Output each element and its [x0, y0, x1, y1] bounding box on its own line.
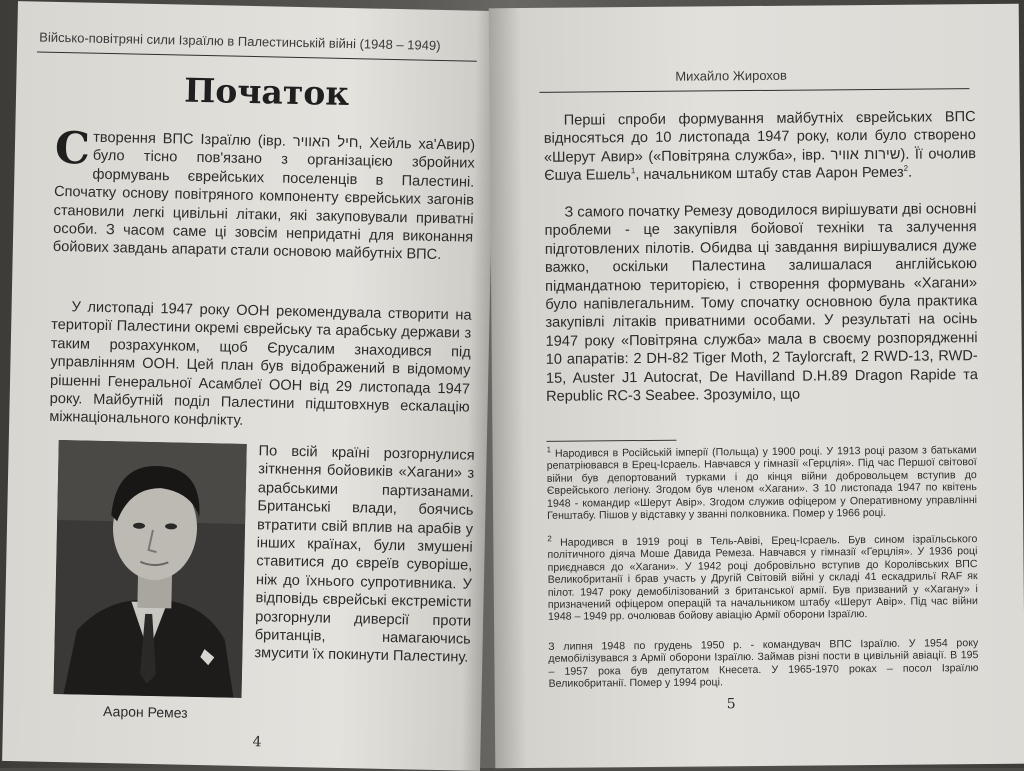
paragraph-un-plan: У листопаді 1947 року ООН рекомендувала створити на території Палестини окремі єврейську та арабську держави з таким розрахунком, щоб Єрусалим знаходився під управлінням ООН. Цей план був відображений в відомому рішенні Генеральної Асамблеї ООН від 29 листопада 1947 року. Майбутній поділ Палестини підштовхнув ескалацію міжнаціонального конфлікту.	[49, 299, 472, 430]
right-page	[489, 4, 1024, 769]
footnote-1-mark: 1	[546, 445, 552, 455]
drop-cap: С	[54, 122, 91, 175]
footnote-2-mark: 2	[547, 534, 552, 544]
footnote-1	[547, 444, 978, 522]
chapter-title: Початок	[183, 70, 350, 114]
portrait-illustration	[54, 440, 247, 698]
paragraph-intro	[52, 122, 476, 266]
portrait-photo	[54, 440, 247, 698]
footnote-2-continued: З липня 1948 по грудень 1950 р. - командувач ВПС Ізраїлю. У 1954 року демобілізувався з Армії оборони Ізраїлю. Займав різні пости в цивільній авіації. В 195 – 1957 рока був депутатом Кнесета. У 1965-1970 роках – посол Ізраїлю Великобританії. Помер у 1994 році.	[548, 637, 979, 691]
header-rule-right	[539, 88, 969, 93]
paragraph-first-attempts-part-b: , начальником штабу став Аарон Ремез	[635, 164, 904, 184]
left-page	[2, 1, 496, 771]
page-number-left: 4	[252, 734, 262, 751]
header-rule-left	[37, 51, 477, 61]
paragraph-clashes: По всій країні розгорнулися зіткнення бойовиків «Хагани» з арабськими партизанами. Британські влади, боячись втратити свій вплив на арабів у інших країнах, були змушені ставитися до євреїв суворіше, ніж до їхнього супротивника. У відповідь єврейські екстремісти розгорнули диверсії проти британців, намагаючись змусити їх покинути Палестину.	[254, 443, 475, 667]
page-number-right: 5	[726, 696, 736, 713]
footnote-1-text: Народився в Російській імперії (Польща) у 1900 році. У 1913 році разом з батьками репатріювався в Ерец-Ісраель. Навчався у гімназії «Герцлія». Під час Першої світової війни був депортований турками і до кінця війни добровольцем вступив до Єврейського легіону. Згодом був членом «Хагани». З 10 листопада 1947 по квітень 1948 - командир «Шерут Авір». Згодом служив офіцером у Оперативному управлінні Генштабу. Пішов у відставку у званні полковника. Помер у 1966 році.	[546, 444, 978, 522]
paragraph-first-attempts	[544, 108, 977, 185]
footnote-mark-2: 2	[903, 164, 909, 174]
footnote-2	[547, 533, 978, 624]
paragraph-intro-text: творення ВПС Ізраїлю (івр. חיל האוויר‎, Хейль ха'Авир) було тісно пов'язано з організацією збройних формувань єврейських поселенців в Палестині. Спочатку основу повітряного компоненту єврейських загонів становили легкі цивільні літаки, які закуповували приватні особи. З часом саме ці зовсім непридатні для виконання бойових завдань апарати стали основою майбутніх ВПС.	[52, 129, 476, 264]
running-head-left: Військо-повітряні сили Ізраїлю в Палестинській війні (1948 – 1949)	[39, 29, 441, 53]
footnote-rule	[546, 440, 676, 442]
footnote-2-text: Народився в 1919 році в Тель-Авіві, Ерец-Ісраель. Був сином ізраїльського політичного діяча Моше Давида Ремеза. Навчався у гімназії «Герцлія». У 1936 році приєднався до «Хагани». У 1942 році добровільно вступив до Королівських ВПС Великобританії і брав участь у Другій Світовій війні у складі 41 ескадрильї RAF як пілот. 1947 року демобілізований з британської армії. Був призваний у «Хагану» і призначений офіцером операцій та начальником штабу «Шерут Авір». Під час війни 1948 – 1949 рр. очолював бойову авіацію Армії оборони Ізраїлю.	[547, 533, 978, 624]
footnote-mark-1: 1	[630, 166, 636, 176]
paragraph-first-attempts-part-a: Перші спроби формування майбутніх єврейських ВПС відносяться до 10 листопада 1947 року, коли було створено «Шерут Авир» («Повітряна служба», івр. שירות אוויר‎). Її очолив Єшуа Ешель	[543, 109, 977, 185]
running-head-right: Михайло Жирохов	[675, 67, 787, 84]
paragraph-first-attempts-part-c: .	[908, 164, 913, 181]
photo-caption: Аарон Ремез	[102, 703, 188, 721]
paragraph-problems: З самого початку Ремезу доводилося вирішувати дві основні проблеми - це закупівля бойової техніки та залучення підготовлених пілотів. Обидва ці завдання вирішувалися дуже важко, оскільки Палестина залишалася англійською підмандатною територією, і створення формувань «Хагани» було напівлегальним. Тому спочатку основною була практика закупівлі літаків приватними особами. У результаті на осінь 1947 року «Повітряна служба» мала в своєму розпорядженні 10 апаратів: 2 DH-82 Tiger Moth, 2 Taylorcraft, 2 RWD-13, RWD-15, Auster J1 Autocrat, De Havilland D.H.89 Dragon Rapide та Republic RC-3 Seabee. Зрозуміло, що	[544, 201, 978, 405]
